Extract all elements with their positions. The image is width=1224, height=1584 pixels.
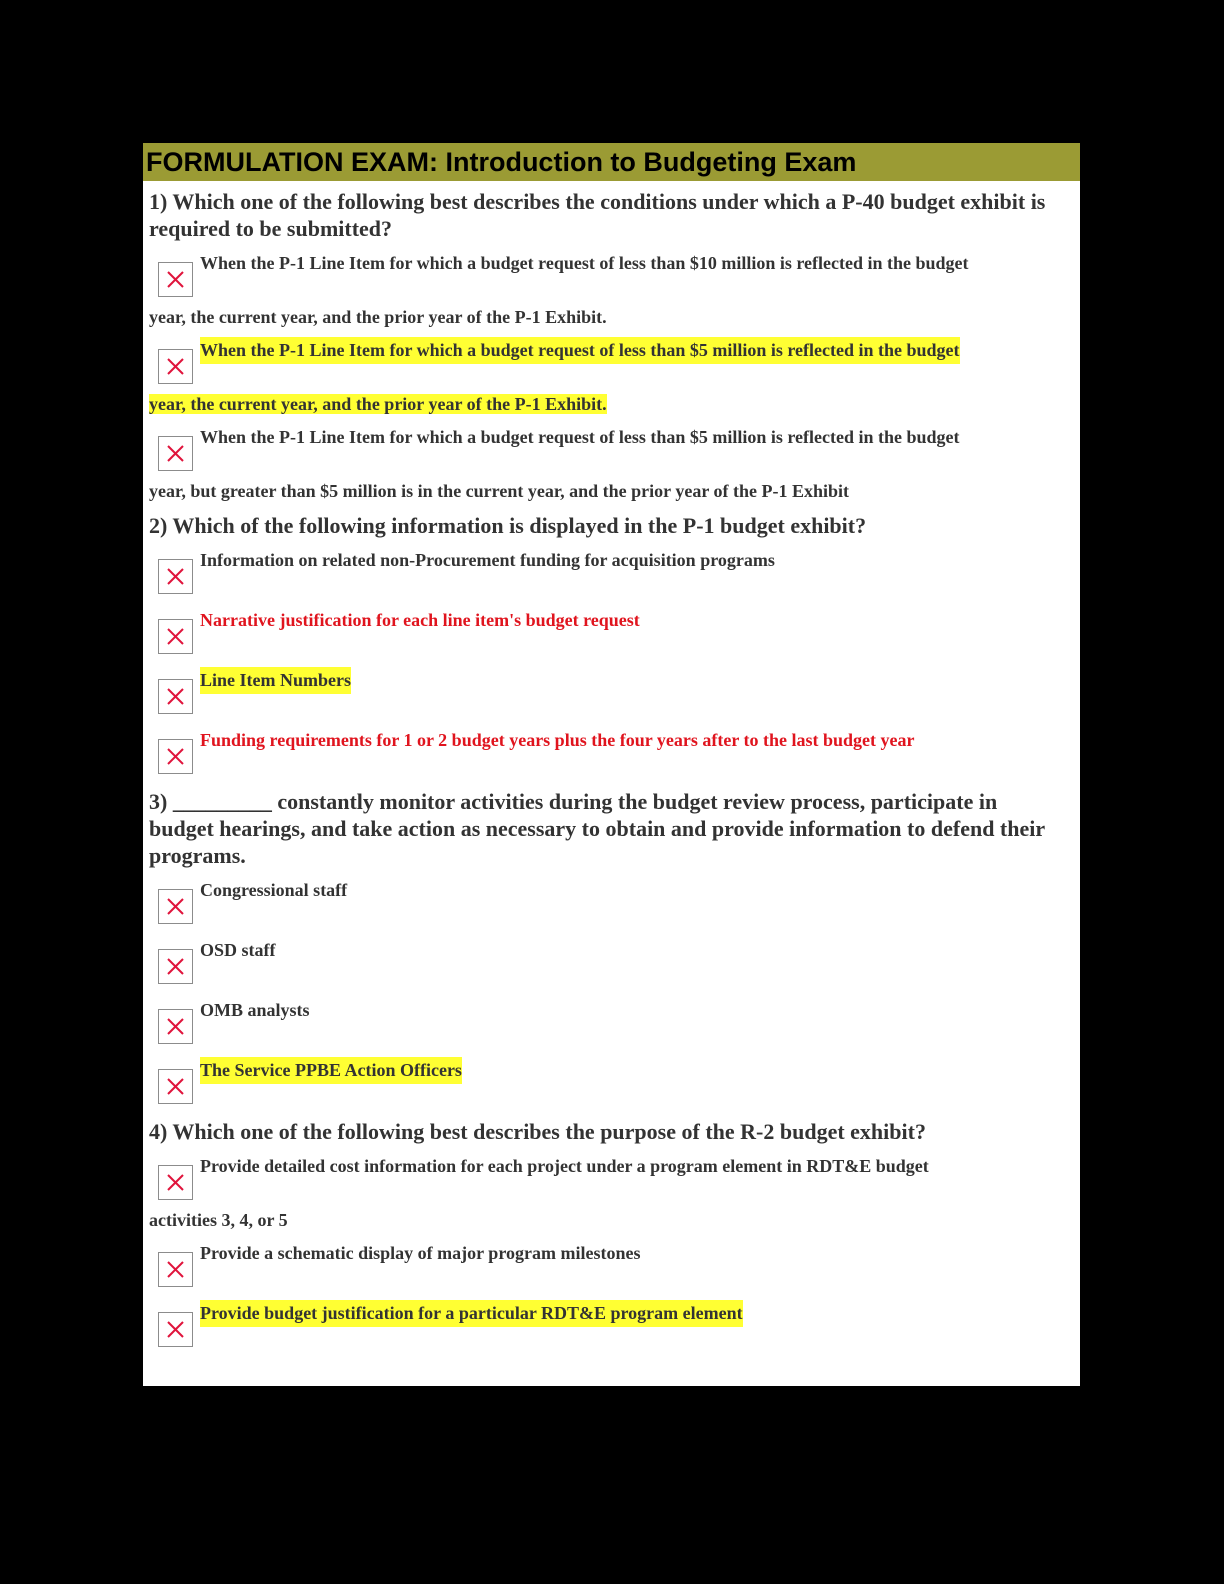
question-text-3: 3) _________ constantly monitor activities during the budget review process, participate in budget hearings, and take action as necessary to obtain and provide information to defend their programs. [149, 789, 1045, 868]
answer-text: The Service PPBE Action Officers [200, 1057, 462, 1084]
x-mark-icon [159, 890, 192, 923]
answer-checkbox[interactable] [158, 436, 193, 471]
x-mark-icon [159, 950, 192, 983]
answer-checkbox[interactable] [158, 1312, 193, 1347]
answer-text-continued: year, the current year, and the prior year of the P-1 Exhibit. [149, 394, 607, 414]
x-mark-icon [159, 1313, 192, 1346]
answer-text: Provide a schematic display of major program milestones [200, 1243, 641, 1263]
x-mark-icon [159, 1253, 192, 1286]
answer-option [149, 937, 1080, 991]
answer-option [149, 1057, 1080, 1111]
answer-option [149, 250, 1080, 331]
answer-checkbox[interactable] [158, 619, 193, 654]
answer-checkbox[interactable] [158, 1009, 193, 1044]
x-mark-icon [159, 1166, 192, 1199]
answer-option [149, 337, 1080, 418]
answer-checkbox[interactable] [158, 262, 193, 297]
answer-option [149, 877, 1080, 931]
x-mark-icon [159, 680, 192, 713]
answer-checkbox[interactable] [158, 949, 193, 984]
answer-checkbox[interactable] [158, 1165, 193, 1200]
answer-checkbox[interactable] [158, 559, 193, 594]
answer-text: OMB analysts [200, 1000, 310, 1020]
question-text-2: 2) Which of the following information is displayed in the P-1 budget exhibit? [149, 513, 867, 538]
answer-text: When the P-1 Line Item for which a budget request of less than $5 million is reflected in the budget [200, 337, 960, 364]
x-mark-icon [159, 437, 192, 470]
answer-option [149, 424, 1080, 505]
answer-text: Congressional staff [200, 880, 348, 900]
answer-option [149, 727, 1080, 781]
answer-checkbox[interactable] [158, 679, 193, 714]
exam-title: FORMULATION EXAM: Introduction to Budgeting Exam [143, 143, 1080, 181]
x-mark-icon [159, 263, 192, 296]
answer-option [149, 1153, 1080, 1234]
answer-text: Line Item Numbers [200, 667, 351, 694]
answer-option [149, 1300, 1080, 1354]
answer-text: When the P-1 Line Item for which a budget request of less than $5 million is reflected in the budget [200, 427, 960, 447]
answer-text-continued: year, but greater than $5 million is in the current year, and the prior year of the P-1 Exhibit [149, 481, 849, 501]
answer-text: Funding requirements for 1 or 2 budget years plus the four years after to the last budget year [200, 730, 915, 750]
x-mark-icon [159, 620, 192, 653]
answer-option [149, 547, 1080, 601]
answer-text: Information on related non-Procurement funding for acquisition programs [200, 550, 775, 570]
answer-checkbox[interactable] [158, 889, 193, 924]
question-text-4: 4) Which one of the following best describes the purpose of the R-2 budget exhibit? [149, 1119, 926, 1144]
x-mark-icon [159, 350, 192, 383]
exam-page [143, 143, 1080, 1386]
answer-text: Narrative justification for each line item's budget request [200, 610, 640, 630]
answer-text: OSD staff [200, 940, 276, 960]
answer-option [149, 667, 1080, 721]
x-mark-icon [159, 1010, 192, 1043]
x-mark-icon [159, 560, 192, 593]
answer-option [149, 997, 1080, 1051]
x-mark-icon [159, 1070, 192, 1103]
answer-text: Provide detailed cost information for each project under a program element in RDT&E budget [200, 1156, 929, 1176]
x-mark-icon [159, 740, 192, 773]
answer-text: Provide budget justification for a particular RDT&E program element [200, 1300, 743, 1327]
answer-text: When the P-1 Line Item for which a budget request of less than $10 million is reflected in the budget [200, 253, 969, 273]
answer-text-continued: year, the current year, and the prior year of the P-1 Exhibit. [149, 307, 607, 327]
answer-text-continued: activities 3, 4, or 5 [149, 1210, 288, 1230]
question-text-1: 1) Which one of the following best describes the conditions under which a P-40 budget exhibit is required to be submitted? [149, 189, 1046, 241]
answer-option [149, 1240, 1080, 1294]
answer-option [149, 607, 1080, 661]
answer-checkbox[interactable] [158, 1252, 193, 1287]
answer-checkbox[interactable] [158, 349, 193, 384]
answer-checkbox[interactable] [158, 739, 193, 774]
question-list [143, 188, 1080, 1354]
answer-checkbox[interactable] [158, 1069, 193, 1104]
